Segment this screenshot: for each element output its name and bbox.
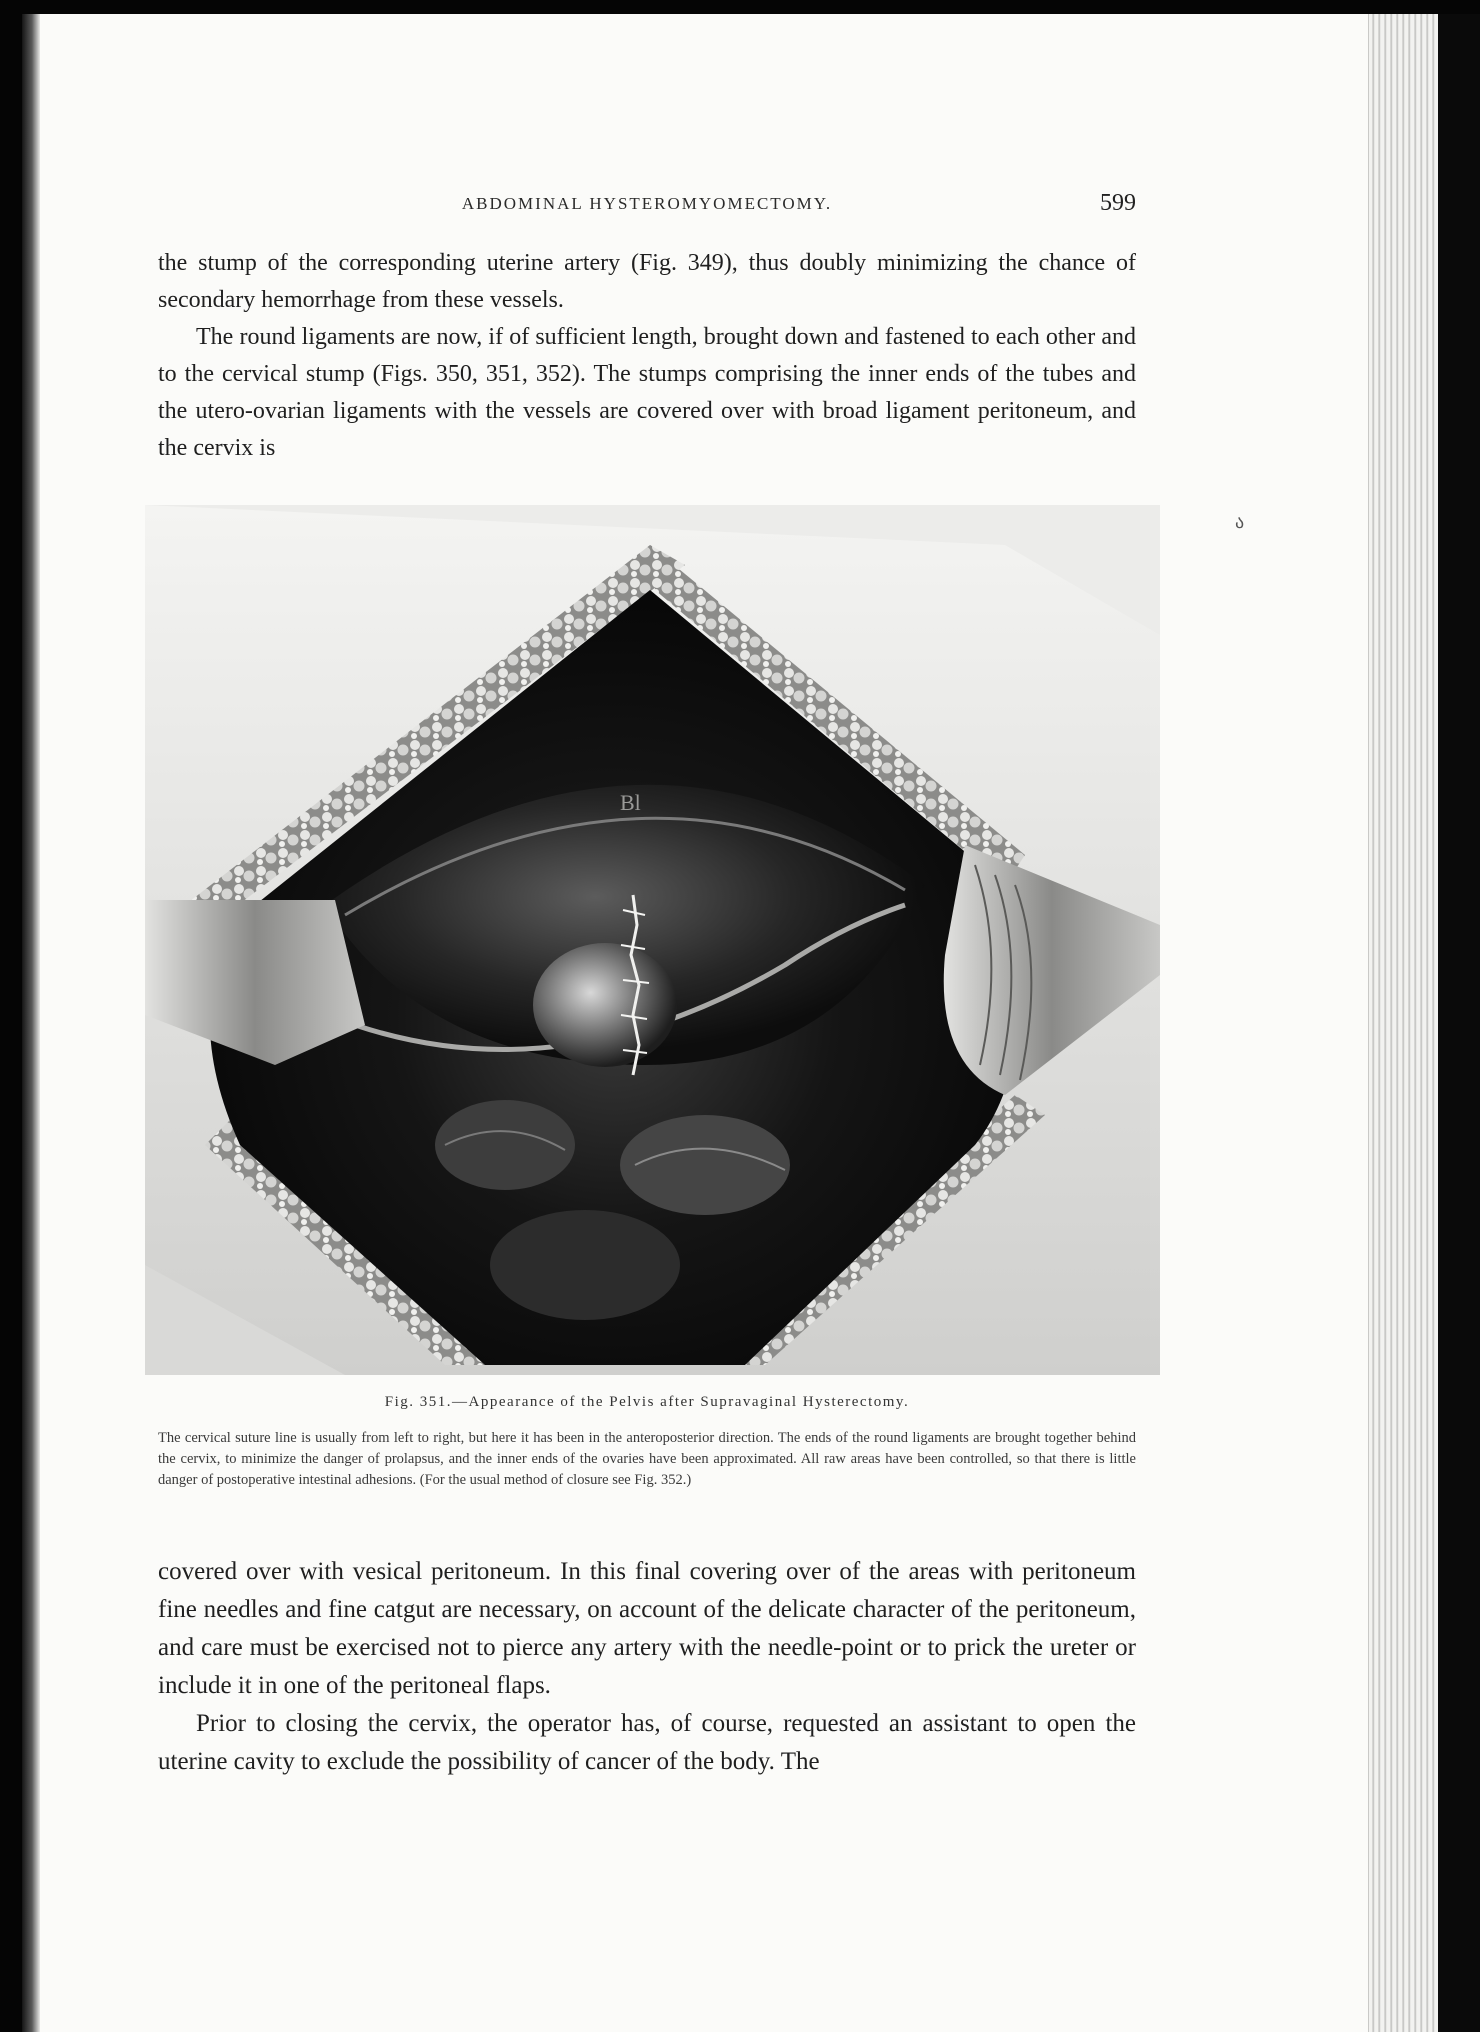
figure-caption-title: Fig. 351.—Appearance of the Pelvis after Supravaginal Hysterectomy. (384, 1394, 910, 1410)
right-page-stack (1368, 14, 1439, 2032)
intestinal-loop (620, 1115, 790, 1215)
paragraph: covered over with vesical peritoneum. In this final covering over of the areas with peritoneum fine needles and fine catgut are necessary, on account of the delicate character of the peritoneum, and care must be exercised not to pierce any artery with the needle-point or to prick the ureter or include it in one of the peritoneal flaps. (158, 1558, 1136, 1699)
paragraph: The round ligaments are now, if of sufficient length, brought down and fastened to each other and to the cervical stump (Figs. 350, 351, 352). The stumps comprising the inner ends of the tubes and the utero-ovarian ligaments with the vessels are covered over with broad ligament peritoneum, and the cervix is (158, 324, 1136, 461)
paragraph: the stump of the corresponding uterine artery (Fig. 349), thus doubly minimizing the chance of secondary hemorrhage from these vessels. (158, 250, 1136, 313)
body-text-bottom (158, 1553, 1136, 1781)
running-title: ABDOMINAL HYSTEROMYOMECTOMY. (461, 194, 833, 213)
margin-mark: ა (1235, 512, 1245, 532)
cervical-stump (533, 943, 677, 1067)
paragraph: Prior to closing the cervix, the operator has, of course, requested an assistant to open the uterine cavity to exclude the possibility of cancer of the body. The (158, 1710, 1136, 1775)
pelvis-illustration (145, 505, 1160, 1375)
figure-caption-text: The cervical suture line is usually from left to right, but here it has been in the anteroposterior direction. The ends of the round ligaments are brought together behind the cervix, to minimize the danger of prolapsus, and the inner ends of the ovaries have been approximated. All raw areas have been controlled, so that there is little danger of postoperative intestinal adhesions. (For the usual method of closure see Fig. 352.) (158, 1430, 1136, 1488)
scan-border (1438, 14, 1480, 2032)
page-number: 599 (1100, 190, 1136, 216)
body-text-top (158, 245, 1136, 467)
left-page-edge (22, 14, 40, 2032)
surgical-illustration (145, 505, 1160, 1375)
running-head (158, 190, 1136, 224)
intestinal-loop (490, 1210, 680, 1320)
figure-label: Bl (620, 790, 641, 815)
